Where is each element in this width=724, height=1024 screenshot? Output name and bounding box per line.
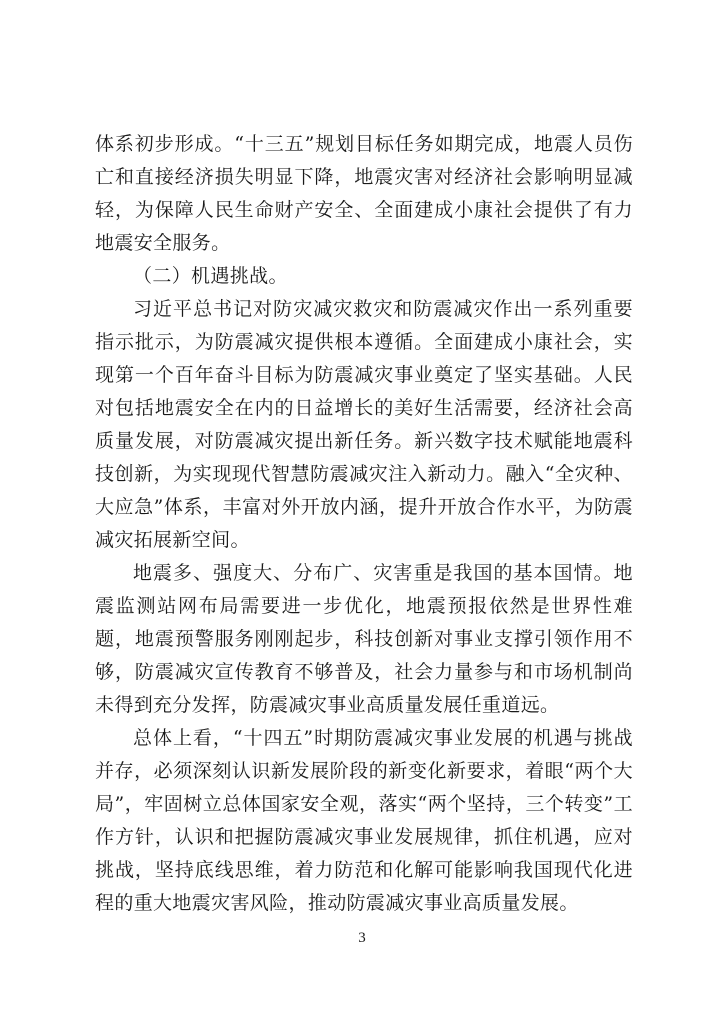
paragraph-continuation: 体系初步形成。“十三五”规划目标任务如期完成，地震人员伤亡和直接经济损失明显下降，地震灾害对经济社会影响明显减轻，为保障人民生命财产安全、全面建成小康社会提供了有力地震安全服务。 — [95, 133, 633, 254]
section-heading: （二）机遇挑战。 — [133, 265, 288, 287]
paragraph-opportunities: 习近平总书记对防灾减灾救灾和防震减灾作出一系列重要指示批示，为防震减灾提供根本遵循。全面建成小康社会，实现第一个百年奋斗目标为防震减灾事业奠定了坚实基础。人民对包括地震安全在内的日益增长的美好生活需要，经济社会高质量发展，对防震减灾提出新任务。新兴数字技术赋能地震科技创新，为实现现代智慧防震减灾注入新动力。融入“全灾种、大应急”体系，丰富对外开放内涵，提升开放合作水平，为防震减灾拓展新空间。 — [95, 298, 633, 551]
page-number: 3 — [358, 930, 366, 946]
paragraph-summary: 总体上看，“十四五”时期防震减灾事业发展的机遇与挑战并存，必须深刻认识新发展阶段的新变化新要求，着眼“两个大局”，牢固树立总体国家安全观，落实“两个坚持，三个转变”工作方针，认识和把握防震减灾事业发展规律，抓住机遇，应对挑战，坚持底线思维，着力防范和化解可能影响我国现代化进程的重大地震灾害风险，推动防震减灾事业高质量发展。 — [95, 727, 633, 914]
paragraph-challenges: 地震多、强度大、分布广、灾害重是我国的基本国情。地震监测站网布局需要进一步优化，地震预报依然是世界性难题，地震预警服务刚刚起步，科技创新对事业支撑引领作用不够，防震减灾宣传教育不够普及，社会力量参与和市场机制尚未得到充分发挥，防震减灾事业高质量发展任重道远。 — [95, 562, 633, 716]
document-body — [95, 128, 633, 920]
